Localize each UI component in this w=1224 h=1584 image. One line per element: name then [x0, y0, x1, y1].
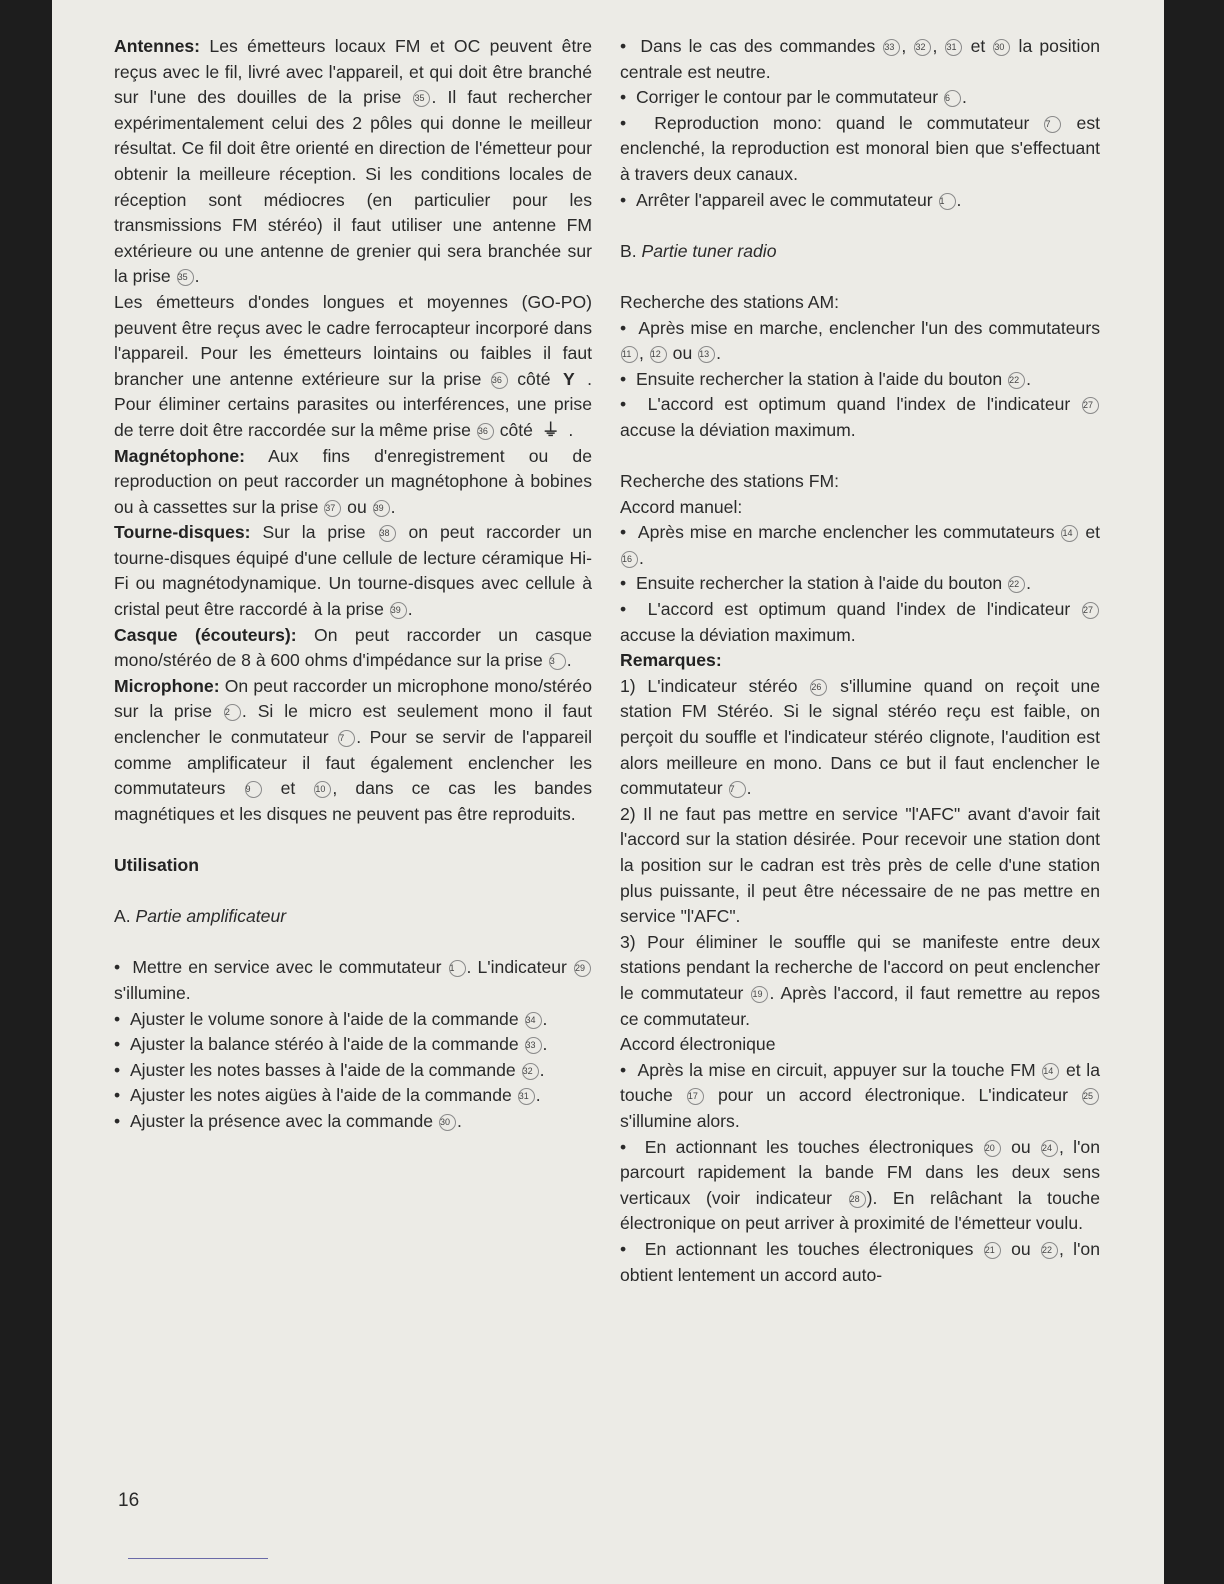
spacer: [620, 213, 1100, 239]
left-column: [114, 34, 592, 1135]
text-run: Ensuite rechercher la station à l'aide du bouton: [635, 573, 1008, 594]
list-item: [620, 1058, 1100, 1135]
ref-number: 16: [621, 551, 638, 568]
ref-number: 20: [984, 1140, 1001, 1157]
text-run: Ajuster le volume sonore à l'aide de la commande: [129, 1008, 524, 1029]
ref-number: 9: [245, 781, 262, 798]
tourne-disques-label: Tourne-disques:: [114, 522, 251, 543]
text-run: .: [956, 189, 962, 210]
text-run: et la touche: [620, 1059, 1100, 1106]
text-run: Les émetteurs d'ondes longues et moyennes (GO-PO) peuvent être reçus avec le cadre ferrocapteur incorporé dans l'appareil. Pour les émetteurs lointains ou faibles il faut brancher une antenne extérieure sur la prise: [114, 291, 592, 389]
list-item: [620, 188, 1100, 214]
ref-number: 2: [224, 704, 241, 721]
text-run: 1) L'indicateur stéréo: [620, 675, 810, 696]
ref-number: 30: [439, 1114, 456, 1131]
ref-number: 36: [477, 423, 494, 440]
ref-number: 35: [413, 90, 430, 107]
footer-rule: [128, 1558, 268, 1559]
ref-number: 12: [650, 346, 667, 363]
list-item: [620, 316, 1100, 367]
manual-page: [52, 0, 1164, 1584]
ref-number: 14: [1061, 525, 1078, 542]
ref-number: 36: [491, 372, 508, 389]
text-run: Dans le cas des commandes: [640, 36, 883, 56]
ref-number: 19: [751, 986, 768, 1003]
ref-number: 28: [849, 1191, 866, 1208]
magnetophone-paragraph: [114, 444, 592, 521]
text-run: .: [535, 1085, 541, 1106]
ref-number: 14: [1042, 1063, 1059, 1080]
text-run: côté: [494, 419, 538, 440]
ref-number: 13: [698, 346, 715, 363]
section-b-heading: [620, 239, 1100, 265]
list-item: [114, 955, 592, 1006]
utilisation-heading: Utilisation: [114, 855, 200, 875]
text-run: En actionnant les touches électroniques: [644, 1238, 983, 1259]
text-run: .: [746, 778, 752, 799]
text-run: ,: [639, 343, 649, 364]
text-run: .: [456, 1110, 462, 1131]
list-item: [620, 85, 1100, 111]
list-item: [620, 597, 1100, 648]
ref-number: 32: [522, 1063, 539, 1080]
text-run: En actionnant les touches électroniques: [644, 1136, 983, 1157]
text-run: est enclenché, la reproduction est monoral bien que s'effectuant à travers deux canaux.: [620, 112, 1101, 184]
antennes-paragraph: [114, 34, 592, 290]
text-run: . Pour se servir de l'appareil comme amplificateur il faut également enclencher les commutateurs: [114, 727, 592, 799]
text-run: Arrêter l'appareil avec le commutateur: [635, 189, 938, 210]
text-run: L'accord est optimum quand l'index de l'indicateur: [647, 599, 1081, 620]
ref-number: 22: [1041, 1242, 1058, 1259]
text-run: et: [963, 36, 993, 56]
text-run: Reproduction mono: quand le commutateur: [654, 112, 1044, 133]
text-run: accuse la déviation maximum.: [620, 624, 856, 645]
list-item: [620, 367, 1100, 393]
spacer: [114, 879, 592, 905]
section-a-heading: [114, 904, 592, 930]
right-column: [620, 34, 1100, 1288]
text-run: Sur la prise: [250, 522, 378, 543]
ref-number: 7: [338, 730, 355, 747]
text-run: , l'on obtient lentement un accord auto-: [620, 1238, 1100, 1285]
text-run: et: [262, 778, 314, 799]
text-run: On peut raccorder un microphone mono/stéréo sur la prise: [114, 675, 592, 722]
ref-number: 38: [379, 525, 396, 542]
ref-number: 35: [177, 269, 194, 286]
list-item: [620, 392, 1100, 443]
text-run: s'illumine.: [114, 982, 191, 1003]
text-run: .: [961, 87, 967, 108]
section-title: Partie tuner radio: [641, 240, 777, 261]
ref-number: 33: [883, 39, 900, 56]
ref-number: 11: [621, 346, 638, 363]
antennes-label: Antennes:: [114, 36, 201, 56]
remark-paragraph: [620, 674, 1100, 802]
list-item: [114, 1007, 592, 1033]
text-run: ). En relâchant la touche électronique on peut arriver à proximité de l'émetteur voulu.: [620, 1187, 1101, 1234]
list-item: [620, 1135, 1100, 1237]
spacer: [620, 264, 1100, 290]
fm-manual-heading: Accord manuel:: [620, 496, 743, 517]
ref-number: 32: [914, 39, 931, 56]
microphone-label: Microphone:: [114, 675, 220, 696]
text-run: .: [1026, 573, 1031, 594]
list-item: [620, 520, 1100, 571]
text-run: Ajuster la présence avec la commande: [129, 1110, 438, 1131]
text-run: Ajuster la balance stéréo à l'aide de la commande: [129, 1034, 524, 1055]
list-item: [114, 1032, 592, 1058]
ondes-paragraph: [114, 290, 592, 444]
magnetophone-label: Magnétophone:: [114, 445, 245, 466]
text-run: .: [639, 547, 644, 568]
ref-number: 7: [1044, 116, 1061, 133]
spacer: [620, 444, 1100, 470]
text-run: s'illumine alors.: [620, 1110, 740, 1131]
text-run: ou: [667, 343, 698, 364]
text-run: .: [407, 599, 413, 620]
ref-number: 31: [518, 1088, 535, 1105]
section-letter: A.: [114, 906, 136, 927]
ref-number: 17: [687, 1088, 704, 1105]
ref-number: 24: [1041, 1140, 1058, 1157]
ref-number: 27: [1082, 602, 1099, 619]
casque-paragraph: [114, 623, 592, 674]
text-run: s'illumine quand on reçoit une station FM Stéréo. Si le signal stéréo reçu est faible, on perçoit du souffle et l'indicateur stéréo clignote, l'audition est alors meilleure en mono. Dans ce but il faut enclencher le commutateur: [620, 675, 1100, 799]
page-number: 16: [118, 1490, 140, 1511]
ref-number: 29: [574, 960, 591, 977]
section-title: Partie amplificateur: [135, 906, 287, 927]
ref-number: 1: [939, 193, 956, 210]
text-run: Aux fins d'enregistrement ou de reproduction on peut raccorder un magnétophone à bobines ou à cassettes sur la prise: [114, 445, 592, 517]
text-run: . Si le micro est seulement mono il faut enclencher le conmutateur: [114, 701, 593, 748]
ref-number: 27: [1082, 397, 1099, 414]
text-run: .: [390, 496, 396, 517]
tourne-disques-paragraph: [114, 520, 592, 622]
text-run: la position centrale est neutre.: [620, 36, 1101, 82]
am-heading: Recherche des stations AM:: [620, 291, 840, 312]
text-run: côté: [508, 368, 559, 389]
fm-heading: Recherche des stations FM:: [620, 471, 840, 492]
text-run: ,: [932, 36, 945, 56]
text-run: .: [563, 419, 574, 440]
text-run: Après la mise en circuit, appuyer sur la touche FM: [637, 1059, 1042, 1080]
list-item: [620, 111, 1100, 188]
casque-label: Casque (écouteurs):: [114, 624, 297, 645]
ref-number: 34: [525, 1012, 542, 1029]
remark-paragraph: [620, 930, 1100, 1032]
antenna-symbol-icon: Y: [562, 368, 575, 389]
text-run: .: [542, 1008, 548, 1029]
ref-number: 10: [314, 781, 331, 798]
text-run: , dans ce cas les bandes magnétiques et les disques ne peuvent pas être reproduits.: [114, 778, 592, 824]
ref-number: 1: [449, 960, 466, 977]
text-run: .: [716, 343, 722, 364]
ref-number: 21: [984, 1242, 1001, 1259]
text-run: ,: [901, 36, 914, 56]
ref-number: 22: [1008, 372, 1025, 389]
text-run: Ajuster les notes aigües à l'aide de la commande: [129, 1085, 517, 1106]
text-run: Les émetteurs locaux FM et OC peuvent être reçus avec le fil, livré avec l'appareil, et qui doit être branché sur l'une des douilles de la prise: [114, 36, 592, 108]
ref-number: 6: [944, 90, 961, 107]
text-run: . Pour éliminer certains parasites ou interférences, une prise de terre doit être raccordée sur la même prise: [114, 368, 592, 440]
list-item: [114, 1058, 592, 1084]
text-run: On peut raccorder un casque mono/stéréo de 8 à 600 ohms d'impédance sur la prise: [114, 624, 593, 671]
text-run: . Il faut rechercher expérimentalement celui des 2 pôles qui donne le meilleur résultat. Ce fil doit être orienté en direction de l'émetteur pour obtenir la meilleure réception. Si les conditions locales de réception sont médiocres (en particulier pour les transmissions FM stéréo) il faut utiliser une antenne FM extérieure ou une antenne de grenier qui sera branchée sur la prise: [114, 87, 592, 287]
electronic-tuning-heading: Accord électronique: [620, 1034, 776, 1055]
ground-symbol-icon: ⏚: [541, 419, 560, 440]
ref-number: 30: [993, 39, 1010, 56]
text-run: . L'indicateur: [466, 957, 573, 978]
list-item: [620, 34, 1100, 85]
text-run: pour un accord électronique. L'indicateur: [704, 1085, 1081, 1106]
list-item: [620, 1237, 1100, 1288]
text-run: , l'on parcourt rapidement la bande FM dans les deux sens verticaux (voir indicateur: [620, 1136, 1100, 1208]
ref-number: 33: [525, 1037, 542, 1054]
remarques-heading: Remarques:: [620, 650, 722, 671]
list-item: [620, 571, 1100, 597]
text-run: Corriger le contour par le commutateur: [635, 87, 943, 108]
ref-number: 26: [810, 679, 827, 696]
text-run: .: [1026, 368, 1031, 389]
spacer: [114, 827, 592, 853]
text-run: et: [1079, 522, 1101, 543]
text-run: .: [542, 1034, 548, 1055]
text-run: .: [194, 266, 200, 287]
text-run: ou: [342, 496, 372, 517]
text-run: .: [566, 650, 572, 671]
text-run: Ensuite rechercher la station à l'aide du bouton: [635, 368, 1008, 389]
remark-paragraph: [620, 802, 1100, 930]
ref-number: 39: [373, 500, 390, 517]
section-letter: B.: [620, 240, 642, 261]
text-run: 2) Il ne faut pas mettre en service "l'AFC" avant d'avoir fait l'accord sur la station désirée. Pour recevoir une station dont la position sur le cadran est très près de celle d'une station plus puissante, il peut être nécessaire de ne pas mettre en service "l'AFC".: [620, 803, 1100, 927]
ref-number: 7: [729, 781, 746, 798]
list-item: [114, 1083, 592, 1109]
text-run: .: [539, 1059, 545, 1080]
ref-number: 31: [945, 39, 962, 56]
spacer: [114, 930, 592, 956]
text-run: Mettre en service avec le commutateur: [132, 957, 448, 978]
text-run: L'accord est optimum quand l'index de l'indicateur: [647, 394, 1081, 415]
microphone-paragraph: [114, 674, 592, 828]
text-run: . Après l'accord, il faut remettre au repos ce commutateur.: [620, 982, 1100, 1029]
text-run: ou: [1001, 1238, 1040, 1259]
text-run: on peut raccorder un tourne-disques équipé d'une cellule de lecture céramique Hi-Fi ou magnétodynamique. Un tourne-disques avec cellule à cristal peut être raccordé à la prise: [114, 522, 592, 620]
text-run: accuse la déviation maximum.: [620, 419, 856, 440]
text-run: Après mise en marche, enclencher l'un des commutateurs: [638, 317, 1101, 338]
list-item: [114, 1109, 592, 1135]
ref-number: 22: [1008, 576, 1025, 593]
ref-number: 3: [549, 653, 566, 670]
ref-number: 25: [1082, 1088, 1099, 1105]
text-run: Après mise en marche enclencher les commutateurs: [637, 522, 1061, 543]
ref-number: 39: [390, 602, 407, 619]
ref-number: 37: [324, 500, 341, 517]
text-run: 3) Pour éliminer le souffle qui se manifeste entre deux stations pendant la recherche de l'accord on peut enclencher le commutateur: [620, 931, 1100, 1003]
text-run: ou: [1001, 1136, 1040, 1157]
text-run: Ajuster les notes basses à l'aide de la commande: [129, 1059, 521, 1080]
